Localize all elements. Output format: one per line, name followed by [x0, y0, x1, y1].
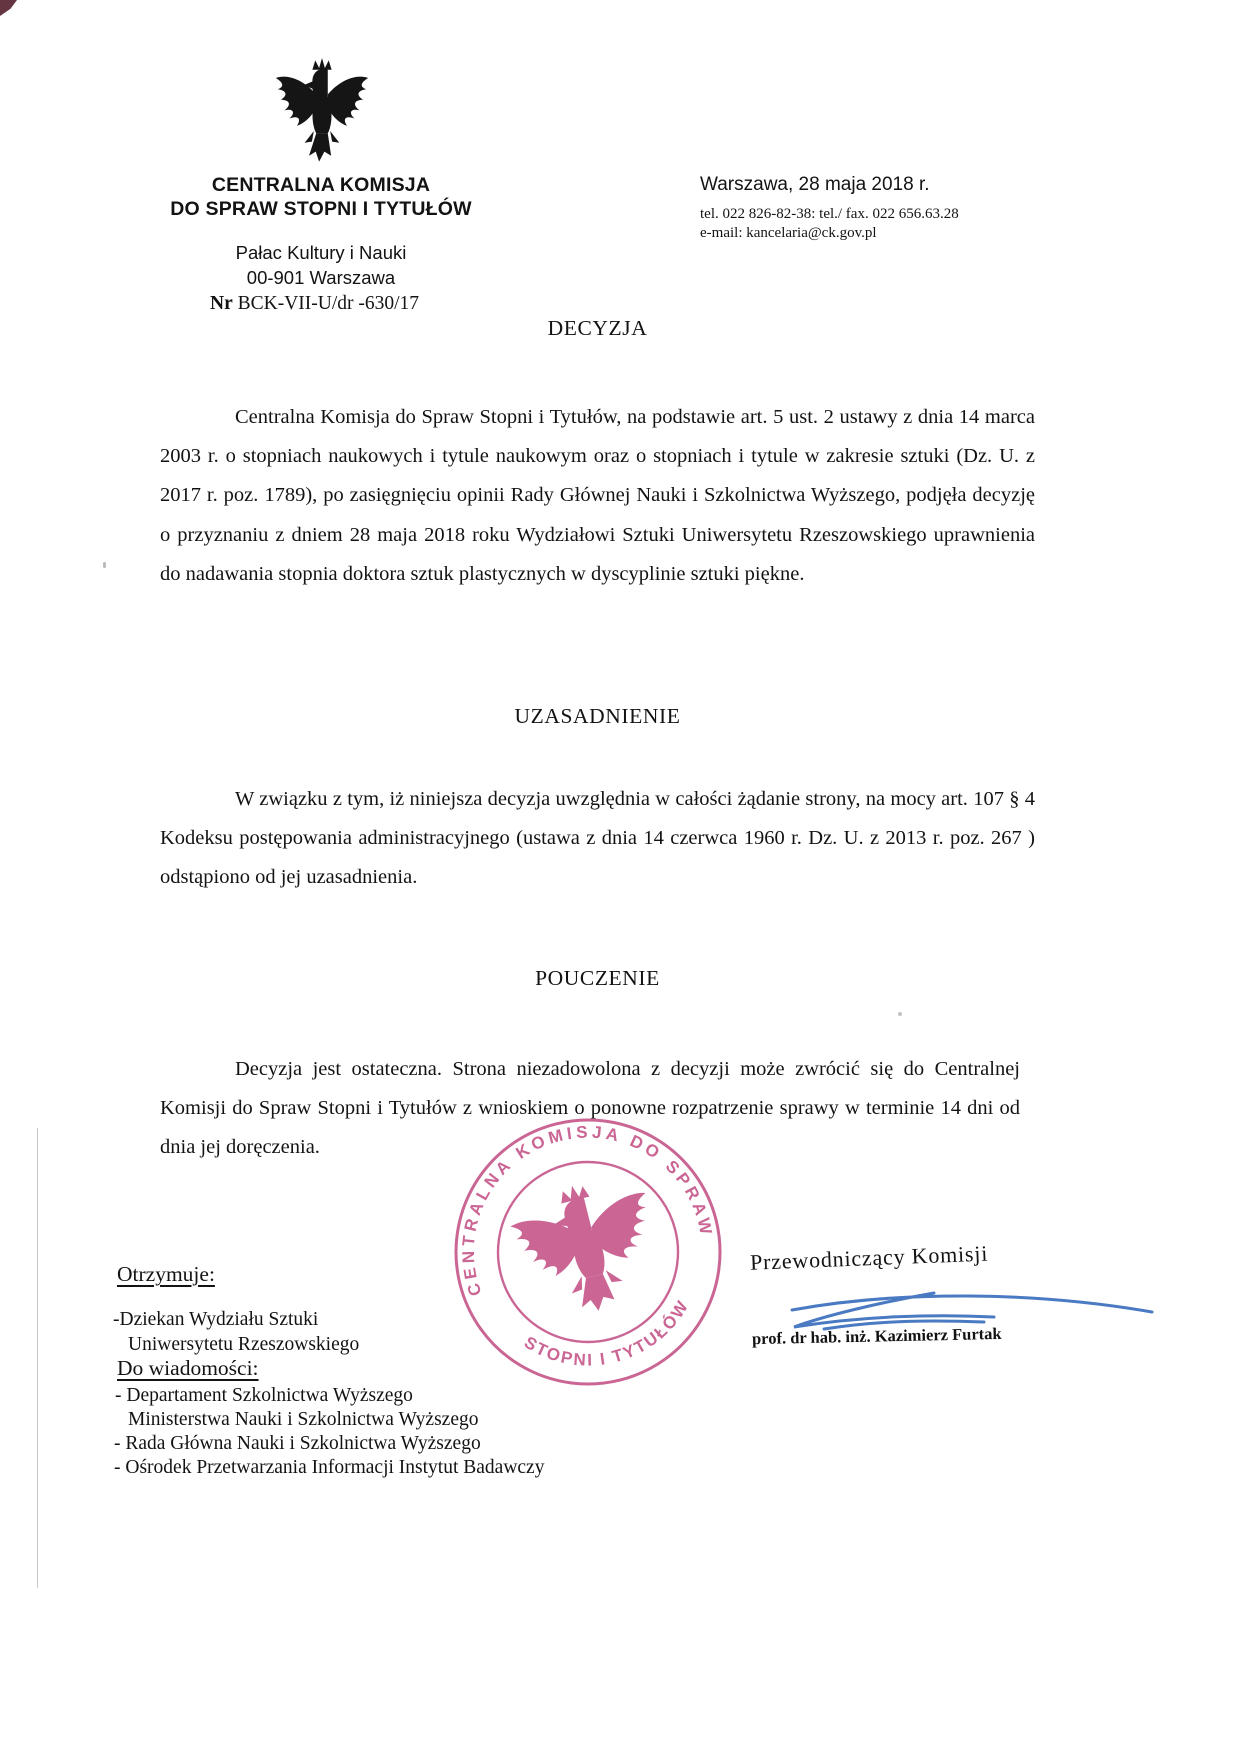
header-right-block: [700, 174, 1140, 243]
stamp-eagle-icon: [504, 1169, 670, 1326]
recipient-line: Uniwersytetu Rzeszowskiego: [128, 1334, 360, 1355]
justification-body: W związku z tym, iż niniejsza decyzja uwzględnia w całości żądanie strony, na mocy art. 107 § 4 Kodeksu postępowania administracyjnego (ustawa z dnia 14 czerwca 1960 r. Dz. U. z 2013 r. poz. 267 ) odstąpiono od jej uzasadnienia.: [160, 788, 1035, 889]
instruction-body: Decyzja jest ostateczna. Strona niezadowolona z decyzji może zwrócić się do Centralnej Komisji do Spraw Stopni i Tytułów z wnioskiem o ponowne rozpatrzenie sprawy w terminie 14 dni od dnia jej doręczenia.: [160, 1058, 1020, 1159]
reference-number-line: [210, 293, 419, 315]
polish-eagle-coat-of-arms-icon: [272, 58, 372, 164]
decision-title: DECYZJA: [547, 316, 648, 340]
justification-title: UZASADNIENIE: [514, 704, 681, 728]
official-round-stamp: [448, 1112, 728, 1392]
cc-line: - Ośrodek Przetwarzania Informacji Instytut Badawczy: [114, 1457, 545, 1478]
stamp-arc-bottom-text: STOPNI I TYTUŁÓW: [520, 1296, 693, 1370]
email-line: e-mail: kancelaria@ck.gov.pl: [700, 225, 877, 241]
stamp-arc-top-text: CENTRALNA KOMISJA DO SPRAW: [458, 1122, 717, 1299]
recipient-line: -Dziekan Wydziału Sztuki: [113, 1309, 319, 1330]
decision-body: Centralna Komisja do Spraw Stopni i Tytułów, na podstawie art. 5 ust. 2 ustawy z dnia 14 marca 2003 r. o stopniach naukowych i tytule naukowym oraz o stopniach i tytule w zakresie sztuki (Dz. U. z 2017 r. poz. 1789), po zasięgnięciu opinii Rady Głównej Nauki i Szkolnictwa Wyższego, podjęła decyzję o przyznaniu z dniem 28 maja 2018 roku Wydziałowi Sztuki Uniwersytetu Rzeszowskiego uprawnienia do nadawania stopnia doktora sztuk plastycznych w dyscyplinie sztuki piękne.: [160, 406, 1035, 585]
scan-fold-line-artifact: [37, 1128, 38, 1588]
cc-line: Ministerstwa Nauki i Szkolnictwa Wyższego: [128, 1409, 479, 1430]
organization-address: [71, 240, 571, 290]
reference-label: Nr: [210, 293, 233, 314]
scan-speck-artifact: [898, 1012, 902, 1016]
signature-role: Przewodniczący Komisji: [749, 1240, 989, 1275]
organization-name-line2: DO SPRAW STOPNI I TYTUŁÓW: [170, 197, 472, 220]
instruction-title: POUCZENIE: [535, 966, 660, 990]
organization-name-line1: CENTRALNA KOMISJA: [211, 174, 431, 196]
city-date-line: Warszawa, 28 maja 2018 r.: [700, 174, 930, 195]
organization-name: [71, 174, 571, 221]
signature-name: prof. dr hab. inż. Kazimierz Furtak: [751, 1323, 1002, 1349]
recipients-title: Otrzymuje:: [117, 1262, 215, 1286]
phone-line: tel. 022 826-82-38: tel./ fax. 022 656.63.28: [700, 206, 959, 222]
cc-title: Do wiadomości:: [117, 1356, 259, 1380]
scan-corner-artifact: [0, 0, 17, 16]
cc-line: - Departament Szkolnictwa Wyższego: [115, 1385, 413, 1406]
scan-speck-artifact: [103, 562, 106, 568]
address-line2: 00-901 Warszawa: [246, 267, 396, 288]
cc-line: - Rada Główna Nauki i Szkolnictwa Wyższego: [114, 1433, 481, 1454]
reference-number: BCK-VII-U/dr -630/17: [237, 293, 420, 314]
address-line1: Pałac Kultury i Nauki: [235, 242, 407, 263]
